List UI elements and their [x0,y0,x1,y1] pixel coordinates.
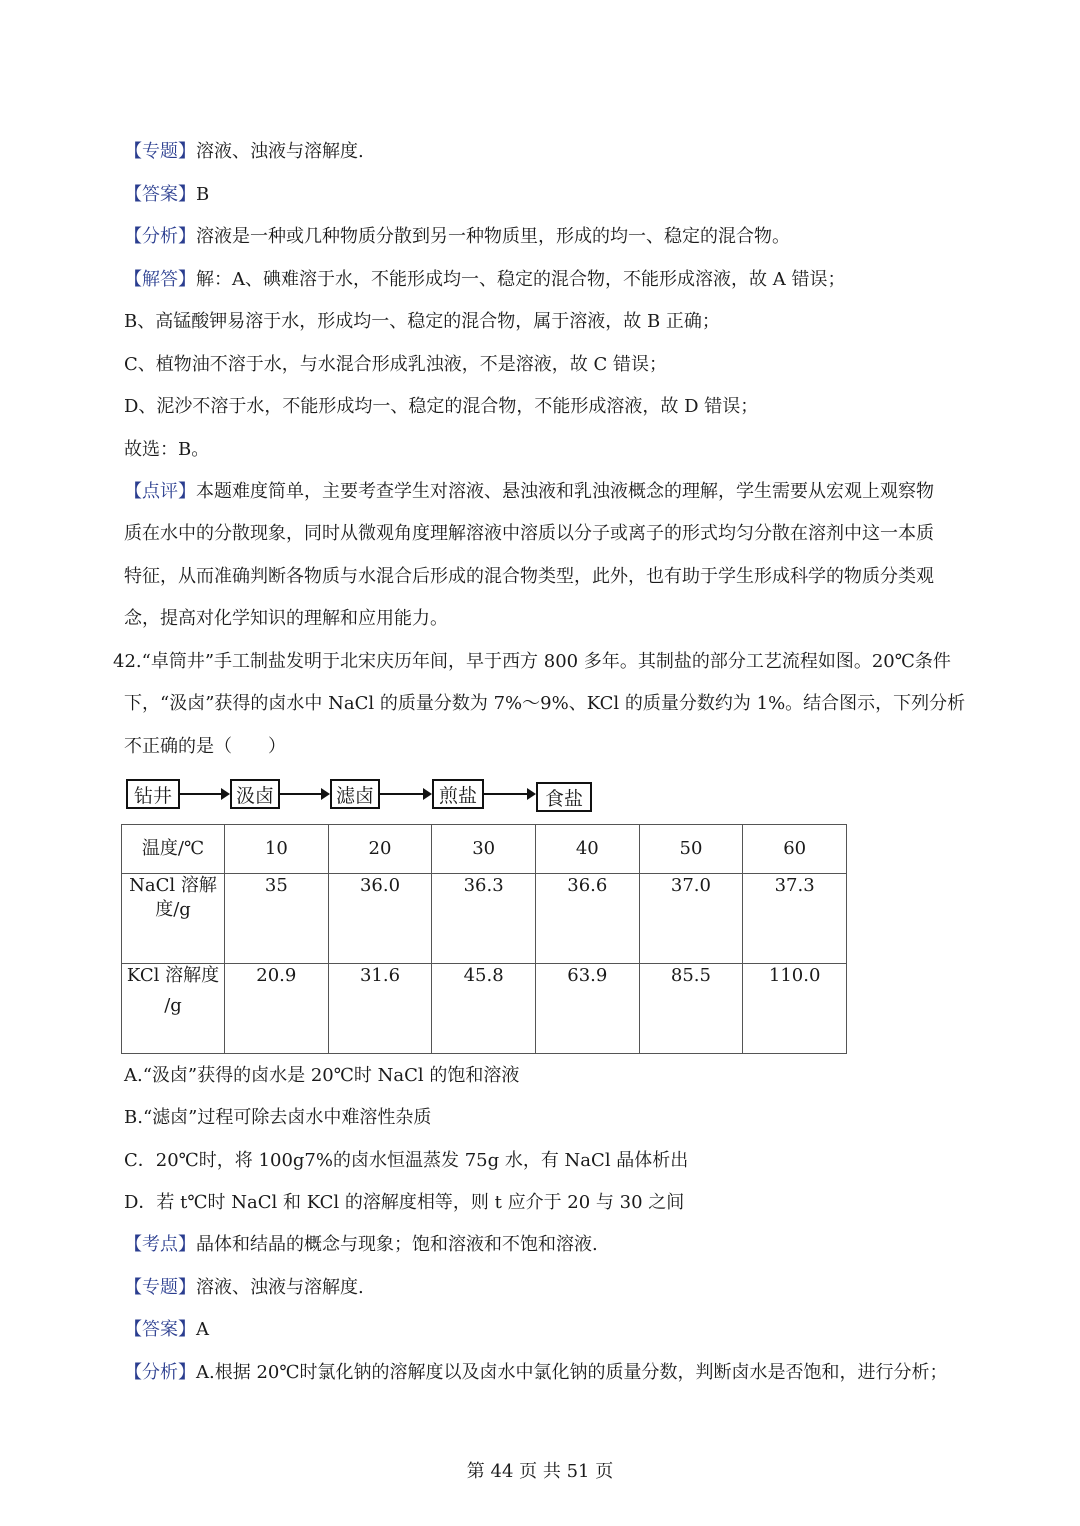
flow-step-boil-salt: 煎盐 [432,779,484,809]
table-cell: 36.6 [535,874,639,964]
table-cell: 110.0 [743,964,847,1054]
answer-text: A [196,1319,209,1340]
analysis-tag: 【分析】 [124,1362,196,1383]
table-header-row [122,825,847,874]
solution-a-text: 解：A、碘难溶于水，不能形成均一、稳定的混合物，不能形成溶液，故 A 错误； [196,269,846,290]
analysis-text: A.根据 20℃时氯化钠的溶解度以及卤水中氯化钠的质量分数，判断卤水是否饱和，进行分析； [196,1362,948,1383]
table-cell: 45.8 [432,964,536,1054]
flow-step-extract-brine: 汲卤 [230,779,280,809]
solubility-table [121,824,847,1054]
nacl-label-line-1: NaCl 溶解 [129,875,217,896]
answer-tag: 【答案】 [124,184,196,205]
option-b: B.“滤卤”过程可除去卤水中难溶性杂质 [124,1107,432,1128]
table-cell: 10 [225,825,329,874]
table-row-nacl [122,874,847,964]
table-cell: 37.3 [743,874,847,964]
table-cell: 40 [535,825,639,874]
analysis-tag: 【分析】 [124,226,196,247]
flow-step-drill: 钻井 [126,779,180,809]
kcl-label-line-1: KCl 溶解度 [126,965,220,986]
point-text: 晶体和结晶的概念与现象；饱和溶液和不饱和溶液. [196,1234,598,1255]
topic-text: 溶液、浊液与溶解度. [196,141,364,162]
table-row-label [122,964,225,1054]
review-line-3: 特征，从而准确判断各物质与水混合后形成的混合物类型，此外，也有助于学生形成科学的物质分类观 [124,566,934,587]
table-cell: 30 [432,825,536,874]
flow-arrow [484,793,534,795]
nacl-label-line-2: 度/g [155,899,191,920]
question-line-2: 下，“汲卤”获得的卤水中 NaCl 的质量分数为 7%～9%、KCl 的质量分数约为 1%。结合图示，下列分析 [124,693,966,714]
point-line [124,1233,990,1257]
solution-tag: 【解答】 [124,269,196,290]
prev-analysis-line [124,225,990,249]
option-d: D．若 t℃时 NaCl 和 KCl 的溶解度相等，则 t 应介于 20 与 30 之间 [124,1192,685,1213]
point-tag: 【考点】 [124,1234,196,1255]
answer-tag: 【答案】 [124,1319,196,1340]
analysis-text: 溶液是一种或几种物质分散到另一种物质里，形成的均一、稳定的混合物。 [196,226,790,247]
table-cell: 63.9 [535,964,639,1054]
flow-arrow [280,793,328,795]
choice-line: 故选：B。 [124,439,210,460]
table-cell: 85.5 [639,964,743,1054]
flow-arrow [380,793,430,795]
kcl-label-line-2: /g [164,995,182,1016]
review-line-1 [124,480,990,504]
answer-line [124,1318,990,1342]
analysis-line [124,1361,990,1385]
topic-tag: 【专题】 [124,141,196,162]
prev-solution-line [124,268,990,292]
table-row-kcl [122,964,847,1054]
table-cell: 20.9 [225,964,329,1054]
flow-step-table-salt: 食盐 [536,782,592,812]
question-line-3: 不正确的是（ ） [124,736,286,757]
page-footer: 第 44 页 共 51 页 [466,1461,614,1482]
prev-answer-line [124,183,990,207]
process-flow-diagram [124,776,604,816]
table-cell: 50 [639,825,743,874]
topic-text: 溶液、浊液与溶解度. [196,1277,364,1298]
review-line-2: 质在水中的分散现象，同时从微观角度理解溶液中溶质以分子或离子的形式均匀分散在溶剂中这一本质 [124,523,934,544]
table-cell: 20 [328,825,432,874]
table-cell: 36.0 [328,874,432,964]
table-cell: 36.3 [432,874,536,964]
prev-topic-line [124,140,990,164]
table-cell: 35 [225,874,329,964]
option-c: C．20℃时，将 100g7%的卤水恒温蒸发 75g 水，有 NaCl 晶体析出 [124,1150,689,1171]
table-cell: 60 [743,825,847,874]
flow-step-filter-brine: 滤卤 [330,779,380,809]
question-line-1: 42.“卓筒井”手工制盐发明于北宋庆历年间，早于西方 800 多年。其制盐的部分工艺流程如图。20℃条件 [113,651,951,672]
review-line-4: 念，提高对化学知识的理解和应用能力。 [124,608,448,629]
flow-arrow [180,793,228,795]
solution-d-line: D、泥沙不溶于水，不能形成均一、稳定的混合物，不能形成溶液，故 D 错误； [124,396,759,417]
table-cell: 31.6 [328,964,432,1054]
table-row-label [122,874,225,964]
table-cell: 37.0 [639,874,743,964]
table-cell: 温度/℃ [122,825,225,874]
solution-c-line: C、植物油不溶于水，与水混合形成乳浊液，不是溶液，故 C 错误； [124,354,667,375]
review-tag: 【点评】 [124,481,196,502]
topic-line [124,1276,990,1300]
solution-b-line: B、高锰酸钾易溶于水，形成均一、稳定的混合物，属于溶液，故 B 正确； [124,311,720,332]
topic-tag: 【专题】 [124,1277,196,1298]
option-a: A.“汲卤”获得的卤水是 20℃时 NaCl 的饱和溶液 [124,1065,520,1086]
answer-text: B [196,184,210,205]
review-text-1: 本题难度简单，主要考查学生对溶液、悬浊液和乳浊液概念的理解，学生需要从宏观上观察物 [196,481,934,502]
